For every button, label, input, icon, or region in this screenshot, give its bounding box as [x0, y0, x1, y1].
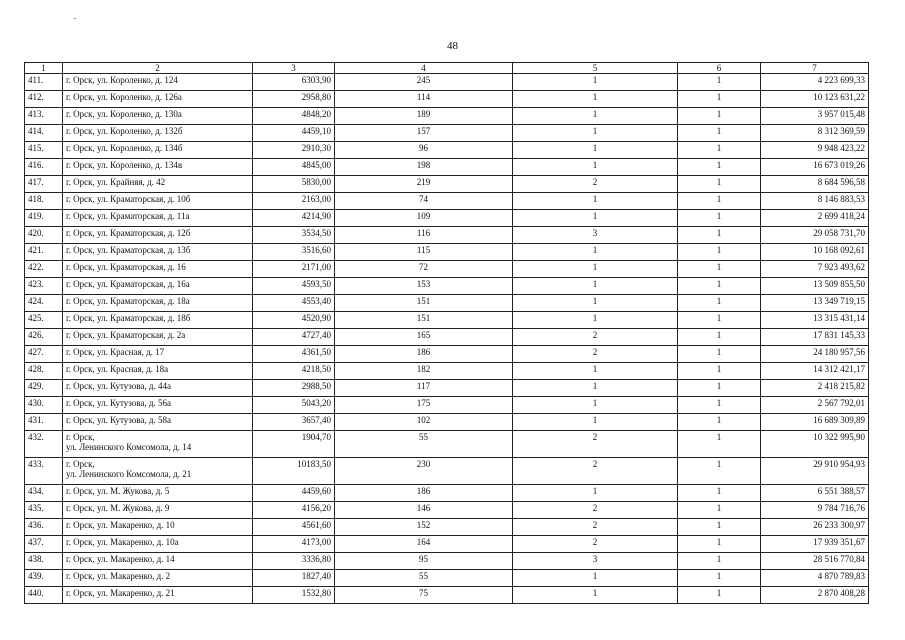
table-row — [25, 159, 869, 176]
amount-cell: 9 948 423,22 — [761, 142, 869, 159]
residents-cell: 182 — [335, 363, 513, 380]
address-cell: г. Орск, ул. М. Жукова, д. 5 — [63, 485, 253, 502]
col6-cell: 1 — [678, 380, 761, 397]
registry-table — [24, 62, 869, 604]
col6-cell: 1 — [678, 431, 761, 458]
amount-cell: 16 673 019,26 — [761, 159, 869, 176]
area-cell: 2910,30 — [253, 142, 335, 159]
address-cell: г. Орск, ул. М. Жукова, д. 9 — [63, 502, 253, 519]
row-number-cell: 433. — [25, 458, 63, 485]
col5-cell: 1 — [513, 108, 678, 125]
col6-cell: 1 — [678, 329, 761, 346]
row-number-cell: 412. — [25, 91, 63, 108]
area-cell: 10183,50 — [253, 458, 335, 485]
address-cell: г. Орск, ул. Короленко, д. 134б — [63, 142, 253, 159]
table-row — [25, 261, 869, 278]
table-row — [25, 125, 869, 142]
table-row — [25, 536, 869, 553]
amount-cell: 4 870 789,83 — [761, 570, 869, 587]
col6-cell: 1 — [678, 278, 761, 295]
residents-cell: 114 — [335, 91, 513, 108]
col5-cell: 3 — [513, 227, 678, 244]
col6-cell: 1 — [678, 159, 761, 176]
amount-cell: 2 699 418,24 — [761, 210, 869, 227]
residents-cell: 219 — [335, 176, 513, 193]
table-row — [25, 587, 869, 604]
table-row — [25, 193, 869, 210]
area-cell: 4173,00 — [253, 536, 335, 553]
col6-cell: 1 — [678, 295, 761, 312]
amount-cell: 2 418 215,82 — [761, 380, 869, 397]
residents-cell: 164 — [335, 536, 513, 553]
residents-cell: 198 — [335, 159, 513, 176]
residents-cell: 74 — [335, 193, 513, 210]
amount-cell: 3 957 015,48 — [761, 108, 869, 125]
residents-cell: 72 — [335, 261, 513, 278]
table-row — [25, 329, 869, 346]
table-row — [25, 108, 869, 125]
row-number-cell: 413. — [25, 108, 63, 125]
address-cell: г. Орск, ул. Краматорская, д. 16 — [63, 261, 253, 278]
residents-cell: 165 — [335, 329, 513, 346]
residents-cell: 230 — [335, 458, 513, 485]
col6-cell: 1 — [678, 587, 761, 604]
row-number-cell: 432. — [25, 431, 63, 458]
col6-cell: 1 — [678, 74, 761, 91]
col5-cell: 1 — [513, 363, 678, 380]
area-cell: 4361,50 — [253, 346, 335, 363]
table-row — [25, 363, 869, 380]
row-number-cell: 420. — [25, 227, 63, 244]
address-cell: г. Орск, ул. Короленко, д. 126а — [63, 91, 253, 108]
col6-cell: 1 — [678, 458, 761, 485]
row-number-cell: 429. — [25, 380, 63, 397]
amount-cell: 14 312 421,17 — [761, 363, 869, 380]
row-number-cell: 431. — [25, 414, 63, 431]
col5-cell: 1 — [513, 125, 678, 142]
col5-cell: 1 — [513, 261, 678, 278]
area-cell: 4218,50 — [253, 363, 335, 380]
address-cell: г. Орск, ул. Краматорская, д. 10б — [63, 193, 253, 210]
col5-cell: 1 — [513, 91, 678, 108]
address-cell: г. Орск, ул. Короленко, д. 132б — [63, 125, 253, 142]
address-cell: г. Орск, ул. Ленинского Комсомола, д. 14 — [63, 431, 253, 458]
row-number-cell: 418. — [25, 193, 63, 210]
table-row — [25, 210, 869, 227]
residents-cell: 146 — [335, 502, 513, 519]
area-cell: 4459,10 — [253, 125, 335, 142]
table-row — [25, 346, 869, 363]
amount-cell: 24 180 957,56 — [761, 346, 869, 363]
area-cell: 4561,60 — [253, 519, 335, 536]
row-number-cell: 414. — [25, 125, 63, 142]
address-cell: г. Орск, ул. Макаренко, д. 2 — [63, 570, 253, 587]
area-cell: 3516,60 — [253, 244, 335, 261]
residents-cell: 157 — [335, 125, 513, 142]
row-number-cell: 426. — [25, 329, 63, 346]
col6-cell: 1 — [678, 210, 761, 227]
address-cell: г. Орск, ул. Кутузова, д. 58а — [63, 414, 253, 431]
table-row — [25, 485, 869, 502]
row-number-cell: 415. — [25, 142, 63, 159]
col6-cell: 1 — [678, 193, 761, 210]
address-cell: г. Орск, ул. Короленко, д. 130а — [63, 108, 253, 125]
amount-cell: 13 315 431,14 — [761, 312, 869, 329]
col5-cell: 1 — [513, 74, 678, 91]
address-cell: г. Орск, ул. Краматорская, д. 13б — [63, 244, 253, 261]
area-cell: 6303,90 — [253, 74, 335, 91]
col5-cell: 1 — [513, 312, 678, 329]
area-cell: 4214,90 — [253, 210, 335, 227]
area-cell: 2163,00 — [253, 193, 335, 210]
amount-cell: 29 910 954,93 — [761, 458, 869, 485]
col5-cell: 1 — [513, 278, 678, 295]
amount-cell: 17 831 145,33 — [761, 329, 869, 346]
residents-cell: 102 — [335, 414, 513, 431]
col5-cell: 2 — [513, 519, 678, 536]
col5-cell: 2 — [513, 176, 678, 193]
table-row — [25, 74, 869, 91]
area-cell: 1904,70 — [253, 431, 335, 458]
col5-cell: 2 — [513, 346, 678, 363]
column-header: 7 — [761, 63, 869, 74]
row-number-cell: 440. — [25, 587, 63, 604]
col5-cell: 1 — [513, 210, 678, 227]
residents-cell: 96 — [335, 142, 513, 159]
col6-cell: 1 — [678, 227, 761, 244]
table-row — [25, 414, 869, 431]
row-number-cell: 417. — [25, 176, 63, 193]
col5-cell: 2 — [513, 431, 678, 458]
col5-cell: 1 — [513, 570, 678, 587]
table-row — [25, 553, 869, 570]
col6-cell: 1 — [678, 502, 761, 519]
table-row — [25, 244, 869, 261]
col6-cell: 1 — [678, 346, 761, 363]
column-header: 2 — [63, 63, 253, 74]
col5-cell: 2 — [513, 502, 678, 519]
col6-cell: 1 — [678, 519, 761, 536]
amount-cell: 9 784 716,76 — [761, 502, 869, 519]
address-cell: г. Орск, ул. Краматорская, д. 2а — [63, 329, 253, 346]
col5-cell: 2 — [513, 458, 678, 485]
amount-cell: 13 349 719,15 — [761, 295, 869, 312]
residents-cell: 151 — [335, 295, 513, 312]
column-header: 4 — [335, 63, 513, 74]
table-row — [25, 502, 869, 519]
address-cell: г. Орск, ул. Макаренко, д. 10 — [63, 519, 253, 536]
table-row — [25, 380, 869, 397]
address-cell: г. Орск, ул. Краматорская, д. 18б — [63, 312, 253, 329]
table-row — [25, 431, 869, 458]
amount-cell: 26 233 300,97 — [761, 519, 869, 536]
amount-cell: 8 312 369,59 — [761, 125, 869, 142]
col5-cell: 1 — [513, 159, 678, 176]
col5-cell: 1 — [513, 295, 678, 312]
header-row — [25, 63, 869, 74]
amount-cell: 10 168 092,61 — [761, 244, 869, 261]
row-number-cell: 427. — [25, 346, 63, 363]
amount-cell: 2 567 792,01 — [761, 397, 869, 414]
col6-cell: 1 — [678, 363, 761, 380]
col6-cell: 1 — [678, 261, 761, 278]
col5-cell: 3 — [513, 553, 678, 570]
area-cell: 4156,20 — [253, 502, 335, 519]
col5-cell: 2 — [513, 329, 678, 346]
amount-cell: 29 058 731,70 — [761, 227, 869, 244]
amount-cell: 13 509 855,50 — [761, 278, 869, 295]
row-number-cell: 430. — [25, 397, 63, 414]
col5-cell: 1 — [513, 397, 678, 414]
row-number-cell: 419. — [25, 210, 63, 227]
residents-cell: 116 — [335, 227, 513, 244]
table-row — [25, 519, 869, 536]
col5-cell: 1 — [513, 587, 678, 604]
row-number-cell: 425. — [25, 312, 63, 329]
amount-cell: 8 146 883,53 — [761, 193, 869, 210]
row-number-cell: 438. — [25, 553, 63, 570]
address-cell: г. Орск, ул. Макаренко, д. 14 — [63, 553, 253, 570]
page-number: 48 — [447, 40, 458, 52]
address-cell: г. Орск, ул. Красная, д. 17 — [63, 346, 253, 363]
amount-cell: 16 689 309,89 — [761, 414, 869, 431]
address-cell: г. Орск, ул. Макаренко, д. 21 — [63, 587, 253, 604]
residents-cell: 153 — [335, 278, 513, 295]
residents-cell: 175 — [335, 397, 513, 414]
amount-cell: 10 322 995,90 — [761, 431, 869, 458]
residents-cell: 115 — [335, 244, 513, 261]
table-row — [25, 295, 869, 312]
col6-cell: 1 — [678, 312, 761, 329]
col6-cell: 1 — [678, 125, 761, 142]
row-number-cell: 424. — [25, 295, 63, 312]
residents-cell: 152 — [335, 519, 513, 536]
col6-cell: 1 — [678, 414, 761, 431]
table-row — [25, 397, 869, 414]
area-cell: 1532,80 — [253, 587, 335, 604]
row-number-cell: 437. — [25, 536, 63, 553]
residents-cell: 245 — [335, 74, 513, 91]
amount-cell: 7 923 493,62 — [761, 261, 869, 278]
row-number-cell: 428. — [25, 363, 63, 380]
col6-cell: 1 — [678, 244, 761, 261]
address-cell: г. Орск, ул. Краматорская, д. 11а — [63, 210, 253, 227]
amount-cell: 2 870 408,28 — [761, 587, 869, 604]
address-cell: г. Орск, ул. Краматорская, д. 16а — [63, 278, 253, 295]
table-row — [25, 458, 869, 485]
row-number-cell: 439. — [25, 570, 63, 587]
table-row — [25, 312, 869, 329]
table-row — [25, 227, 869, 244]
row-number-cell: 435. — [25, 502, 63, 519]
col6-cell: 1 — [678, 536, 761, 553]
column-header: 6 — [678, 63, 761, 74]
residents-cell: 186 — [335, 346, 513, 363]
col6-cell: 1 — [678, 142, 761, 159]
residents-cell: 189 — [335, 108, 513, 125]
col6-cell: 1 — [678, 176, 761, 193]
area-cell: 4727,40 — [253, 329, 335, 346]
column-header: 3 — [253, 63, 335, 74]
row-number-cell: 422. — [25, 261, 63, 278]
col5-cell: 1 — [513, 380, 678, 397]
col5-cell: 1 — [513, 244, 678, 261]
residents-cell: 75 — [335, 587, 513, 604]
table-row — [25, 570, 869, 587]
area-cell: 4593,50 — [253, 278, 335, 295]
table-row — [25, 176, 869, 193]
area-cell: 1827,40 — [253, 570, 335, 587]
address-cell: г. Орск, ул. Кутузова, д. 56а — [63, 397, 253, 414]
col6-cell: 1 — [678, 570, 761, 587]
area-cell: 5830,00 — [253, 176, 335, 193]
address-cell: г. Орск, ул. Крайняя, д. 42 — [63, 176, 253, 193]
residents-cell: 55 — [335, 570, 513, 587]
table-row — [25, 91, 869, 108]
col6-cell: 1 — [678, 397, 761, 414]
address-cell: г. Орск, ул. Краматорская, д. 12б — [63, 227, 253, 244]
row-number-cell: 436. — [25, 519, 63, 536]
amount-cell: 10 123 631,22 — [761, 91, 869, 108]
address-cell: г. Орск, ул. Кутузова, д. 44а — [63, 380, 253, 397]
table-row — [25, 142, 869, 159]
address-cell: г. Орск, ул. Краматорская, д. 18а — [63, 295, 253, 312]
table-body — [25, 74, 869, 604]
col5-cell: 2 — [513, 536, 678, 553]
area-cell: 4553,40 — [253, 295, 335, 312]
col5-cell: 1 — [513, 485, 678, 502]
area-cell: 2171,00 — [253, 261, 335, 278]
row-number-cell: 411. — [25, 74, 63, 91]
amount-cell: 6 551 388,57 — [761, 485, 869, 502]
area-cell: 3657,40 — [253, 414, 335, 431]
address-cell: г. Орск, ул. Короленко, д. 124 — [63, 74, 253, 91]
amount-cell: 8 684 596,58 — [761, 176, 869, 193]
address-cell: г. Орск, ул. Макаренко, д. 10а — [63, 536, 253, 553]
area-cell: 4459,60 — [253, 485, 335, 502]
residents-cell: 55 — [335, 431, 513, 458]
col6-cell: 1 — [678, 91, 761, 108]
residents-cell: 117 — [335, 380, 513, 397]
area-cell: 3534,50 — [253, 227, 335, 244]
area-cell: 2988,50 — [253, 380, 335, 397]
table-row — [25, 278, 869, 295]
column-header: 5 — [513, 63, 678, 74]
col5-cell: 1 — [513, 193, 678, 210]
residents-cell: 109 — [335, 210, 513, 227]
amount-cell: 4 223 699,33 — [761, 74, 869, 91]
column-header: 1 — [25, 63, 63, 74]
area-cell: 5043,20 — [253, 397, 335, 414]
residents-cell: 186 — [335, 485, 513, 502]
area-cell: 3336,80 — [253, 553, 335, 570]
amount-cell: 17 939 351,67 — [761, 536, 869, 553]
row-number-cell: 421. — [25, 244, 63, 261]
residents-cell: 95 — [335, 553, 513, 570]
address-cell: г. Орск, ул. Красная, д. 18а — [63, 363, 253, 380]
address-cell: г. Орск, ул. Ленинского Комсомола, д. 21 — [63, 458, 253, 485]
area-cell: 4845,00 — [253, 159, 335, 176]
area-cell: 2958,80 — [253, 91, 335, 108]
amount-cell: 28 516 770,84 — [761, 553, 869, 570]
area-cell: 4520,90 — [253, 312, 335, 329]
scan-speck — [74, 18, 76, 19]
col5-cell: 1 — [513, 414, 678, 431]
address-cell: г. Орск, ул. Короленко, д. 134в — [63, 159, 253, 176]
col5-cell: 1 — [513, 142, 678, 159]
area-cell: 4848,20 — [253, 108, 335, 125]
row-number-cell: 416. — [25, 159, 63, 176]
col6-cell: 1 — [678, 485, 761, 502]
row-number-cell: 423. — [25, 278, 63, 295]
col6-cell: 1 — [678, 553, 761, 570]
col6-cell: 1 — [678, 108, 761, 125]
row-number-cell: 434. — [25, 485, 63, 502]
residents-cell: 151 — [335, 312, 513, 329]
